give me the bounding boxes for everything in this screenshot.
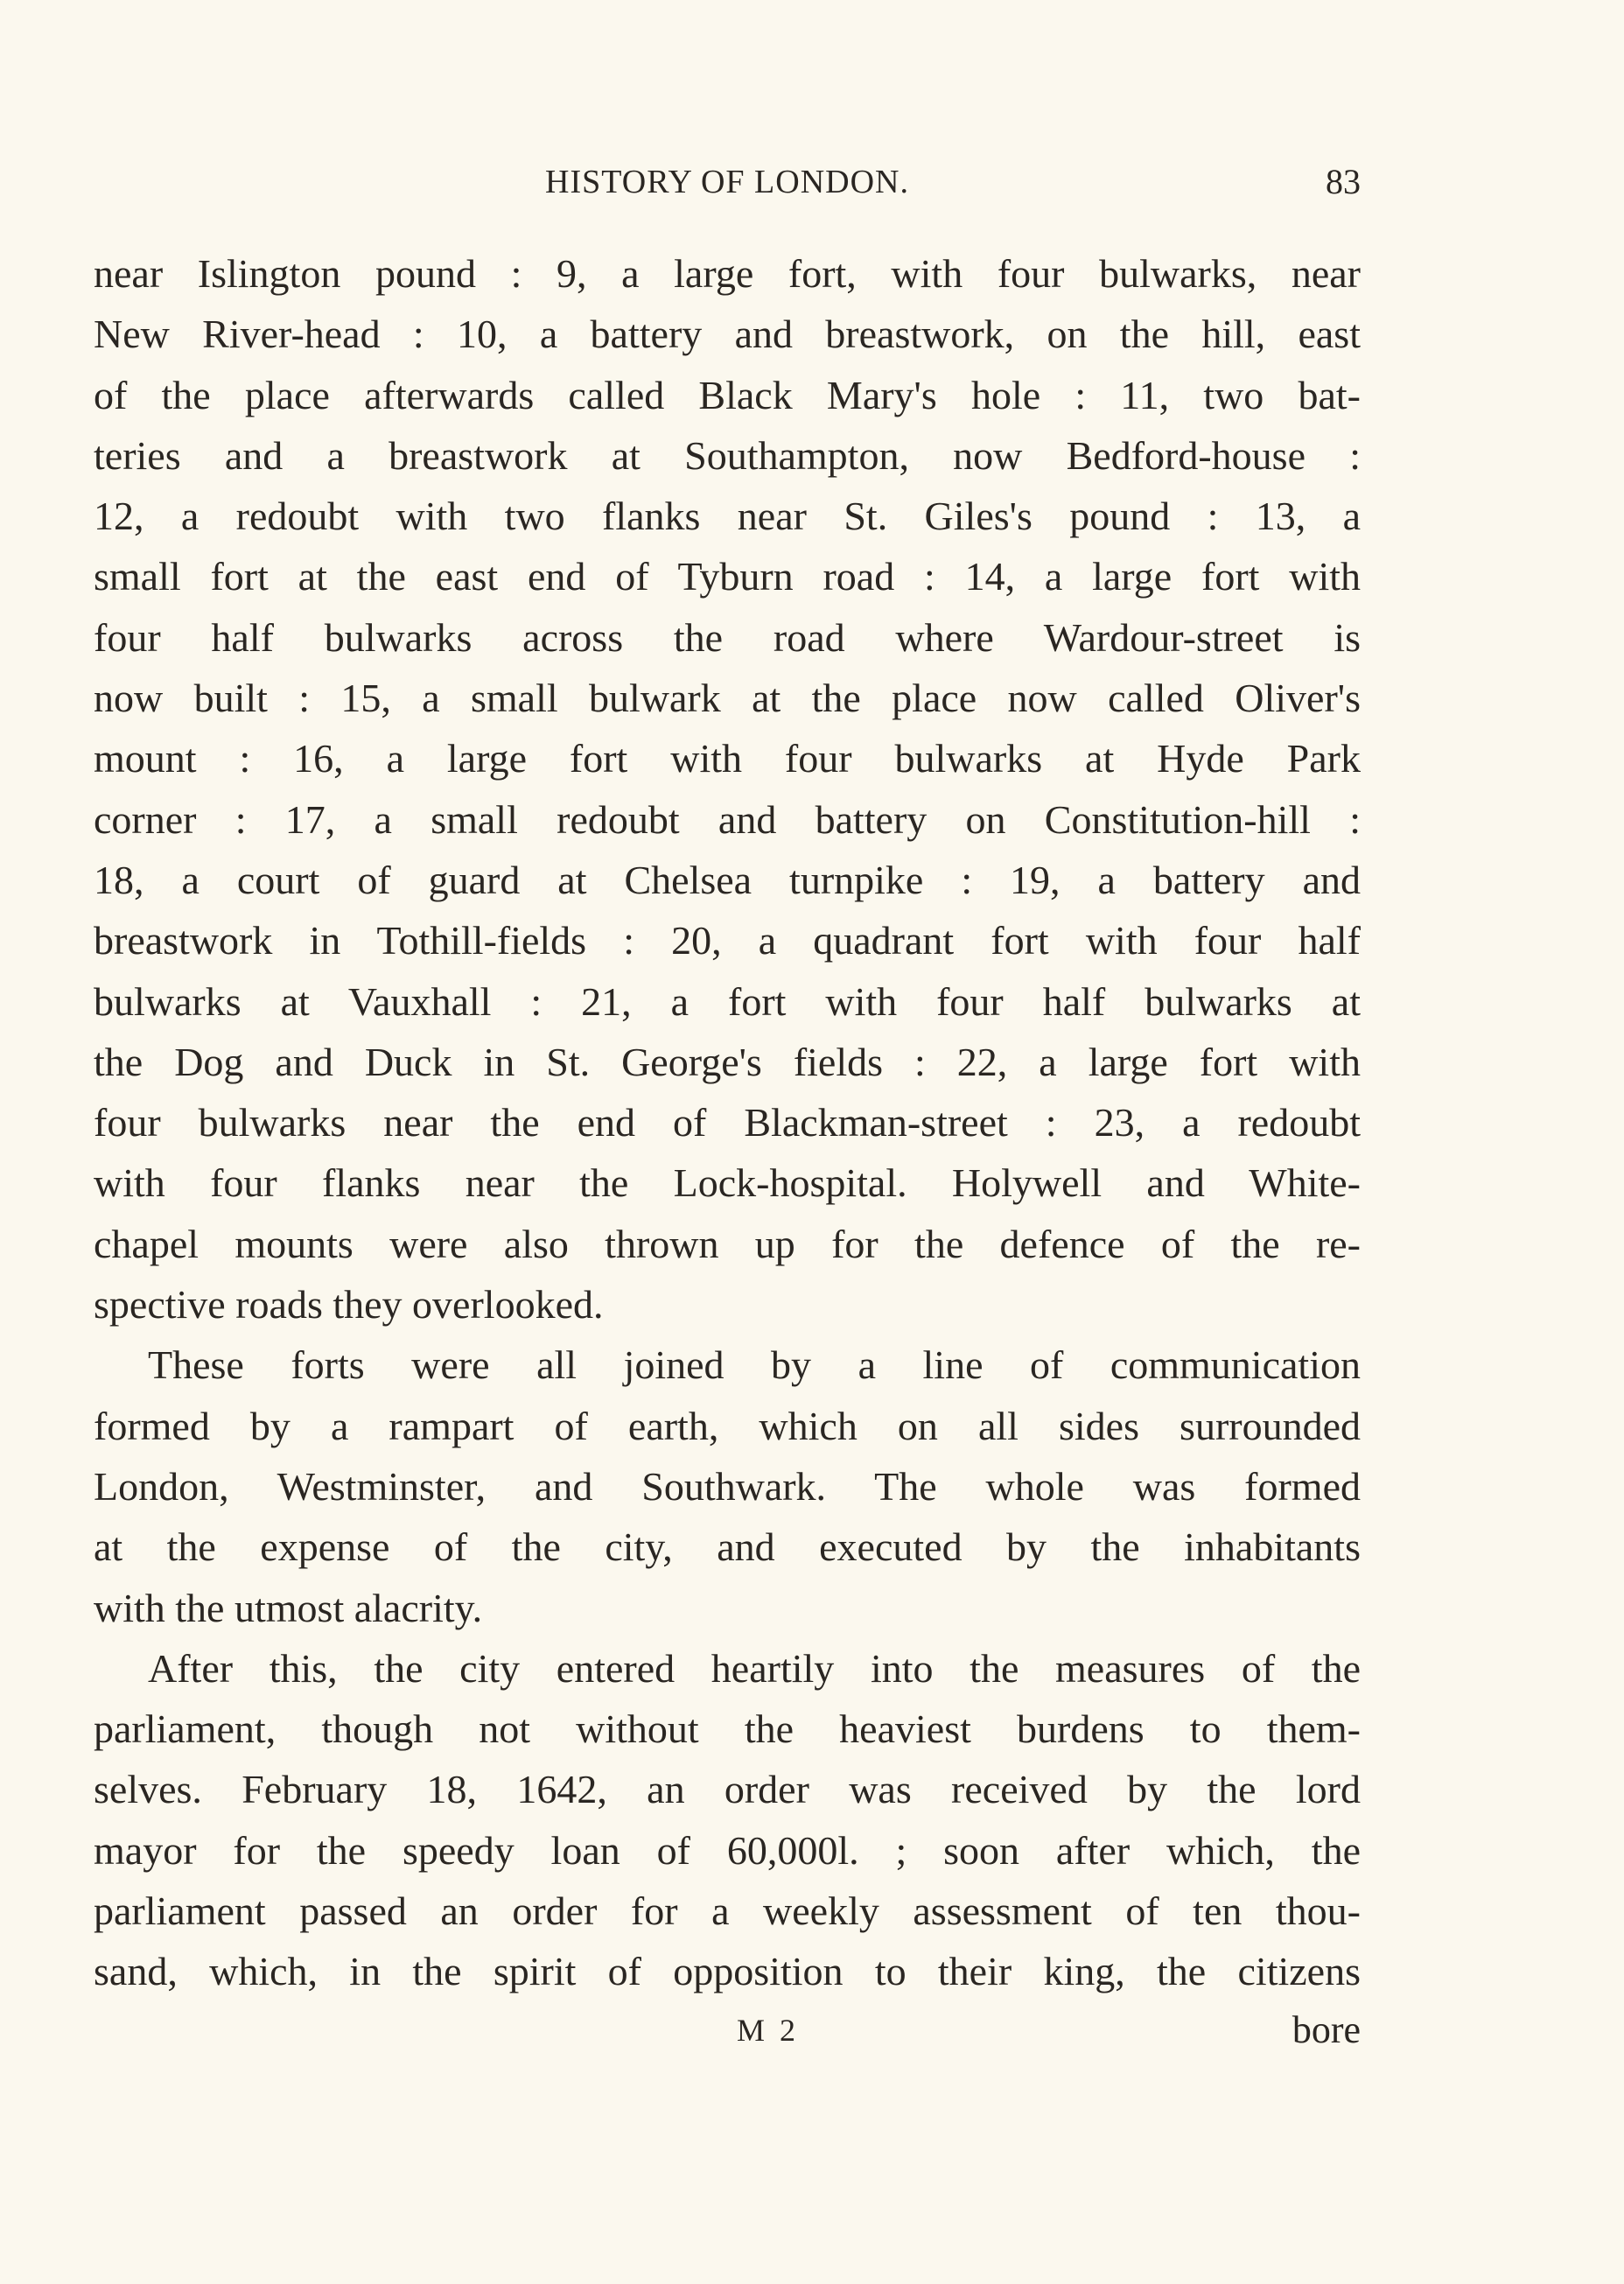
text-line: near Islington pound : 9, a large fort, with four bulwarks, near	[94, 251, 1361, 296]
text-line: now built : 15, a small bulwark at the place now called Oliver's	[94, 676, 1361, 721]
text-line: at the expense of the city, and executed by the inhabitants	[94, 1524, 1361, 1570]
text-line: selves. February 18, 1642, an order was received by the lord	[94, 1767, 1361, 1812]
text-line: teries and a breastwork at Southampton, now Bedford-house :	[94, 432, 1361, 478]
paragraph-start-line: After this, the city entered heartily into the measures of the	[148, 1645, 1361, 1691]
text-line: chapel mounts were also thrown up for the defence of the re-	[94, 1221, 1361, 1266]
text-line: formed by a rampart of earth, which on all sides surrounded	[94, 1403, 1361, 1448]
text-line: breastwork in Tothill-fields : 20, a quadrant fort with four half	[94, 918, 1361, 963]
text-line: four half bulwarks across the road where Wardour-street is	[94, 614, 1361, 660]
text-line: parliament passed an order for a weekly assessment of ten thou-	[94, 1888, 1361, 1934]
body-text	[94, 243, 1361, 2002]
page-footer	[94, 2004, 1361, 2056]
page-number: 83	[1326, 162, 1361, 201]
text-line: New River-head : 10, a battery and breastwork, on the hill, east	[94, 312, 1361, 357]
text-line: corner : 17, a small redoubt and battery on Constitution-hill :	[94, 796, 1361, 842]
text-line: sand, which, in the spirit of opposition to their king, the citizens	[94, 1949, 1361, 1994]
text-line: small fort at the east end of Tyburn road : 14, a large fort with	[94, 554, 1361, 599]
paragraph-end-line: spective roads they overlooked.	[94, 1282, 604, 1328]
running-title: HISTORY OF LONDON.	[545, 164, 909, 200]
text-line: with four flanks near the Lock-hospital. Holywell and White-	[94, 1160, 1361, 1206]
signature-mark: M 2	[737, 2013, 800, 2048]
text-line: 18, a court of guard at Chelsea turnpike : 19, a battery and	[94, 857, 1361, 902]
catchword: bore	[1292, 2008, 1361, 2051]
text-line: parliament, though not without the heaviest burdens to them-	[94, 1706, 1361, 1752]
text-line: four bulwarks near the end of Blackman-street : 23, a redoubt	[94, 1100, 1361, 1146]
page-header	[94, 160, 1361, 204]
text-line: mayor for the speedy loan of 60,000l. ; soon after which, the	[94, 1827, 1361, 1873]
text-line: London, Westminster, and Southwark. The whole was formed	[94, 1463, 1361, 1509]
text-line: mount : 16, a large fort with four bulwarks at Hyde Park	[94, 736, 1361, 781]
text-line: of the place afterwards called Black Mary's hole : 11, two bat-	[94, 372, 1361, 417]
text-line: the Dog and Duck in St. George's fields : 22, a large fort with	[94, 1039, 1361, 1084]
text-line: 12, a redoubt with two flanks near St. Giles's pound : 13, a	[94, 494, 1361, 539]
paragraph-start-line: These forts were all joined by a line of communication	[148, 1342, 1361, 1388]
paragraph-end-line: with the utmost alacrity.	[94, 1585, 483, 1630]
text-line: bulwarks at Vauxhall : 21, a fort with four half bulwarks at	[94, 978, 1361, 1024]
